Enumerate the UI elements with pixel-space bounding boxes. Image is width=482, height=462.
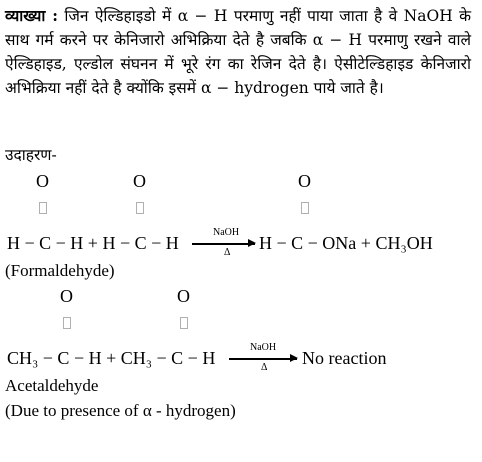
reaction2-reactants: CH₃ − C − H + CH₃ − C − H (7, 348, 216, 368)
oxygen-atom: O (36, 171, 49, 191)
double-bond-marker (136, 202, 144, 214)
oxygen-atom: O (133, 171, 146, 191)
explanation-text: जिन ऐल्डिहाइडो में α − H परमाणु नहीं पाया जाता है वे NaOH के साथ गर्म करने पर केनिजारो अभिक्रिया देते है जबकि α − H परमाणु रखने वाले ऐल्डिहाइड, एल्डोल संघनन में भूरे रंग का रेजिन देते है। ऐसीटेल्डिहाइड केनिजारो अभिक्रिया नहीं देते है क्योंकि इसमें α − hydrogen पाये जाते है। (5, 7, 472, 97)
reaction1-reactants: H − C − H + H − C − H (7, 233, 179, 253)
reaction1-reagent: NaOH (213, 227, 240, 238)
explanation-paragraph (5, 4, 471, 100)
example-heading: उदाहरण- (5, 146, 57, 164)
reaction2-condition: Δ (261, 362, 268, 373)
reaction-arrow (192, 243, 255, 245)
reaction2-name: Acetaldehyde (5, 376, 99, 395)
double-bond-marker (63, 317, 71, 329)
double-bond-marker (180, 317, 188, 329)
oxygen-atom: O (177, 286, 190, 306)
reaction2-reagent: NaOH (250, 342, 277, 353)
reaction-arrow (229, 358, 297, 360)
reaction2-note: (Due to presence of α - hydrogen) (5, 401, 236, 420)
reaction1-products: H − C − ONa + CH₃OH (259, 233, 433, 253)
double-bond-marker (301, 202, 309, 214)
double-bond-marker (39, 202, 47, 214)
oxygen-atom: O (298, 171, 311, 191)
reaction1-condition: Δ (224, 247, 231, 258)
reaction1-name: (Formaldehyde) (5, 261, 115, 280)
reaction2-products: No reaction (302, 348, 387, 368)
oxygen-atom: O (60, 286, 73, 306)
explanation-label: व्याख्या : (5, 6, 58, 25)
